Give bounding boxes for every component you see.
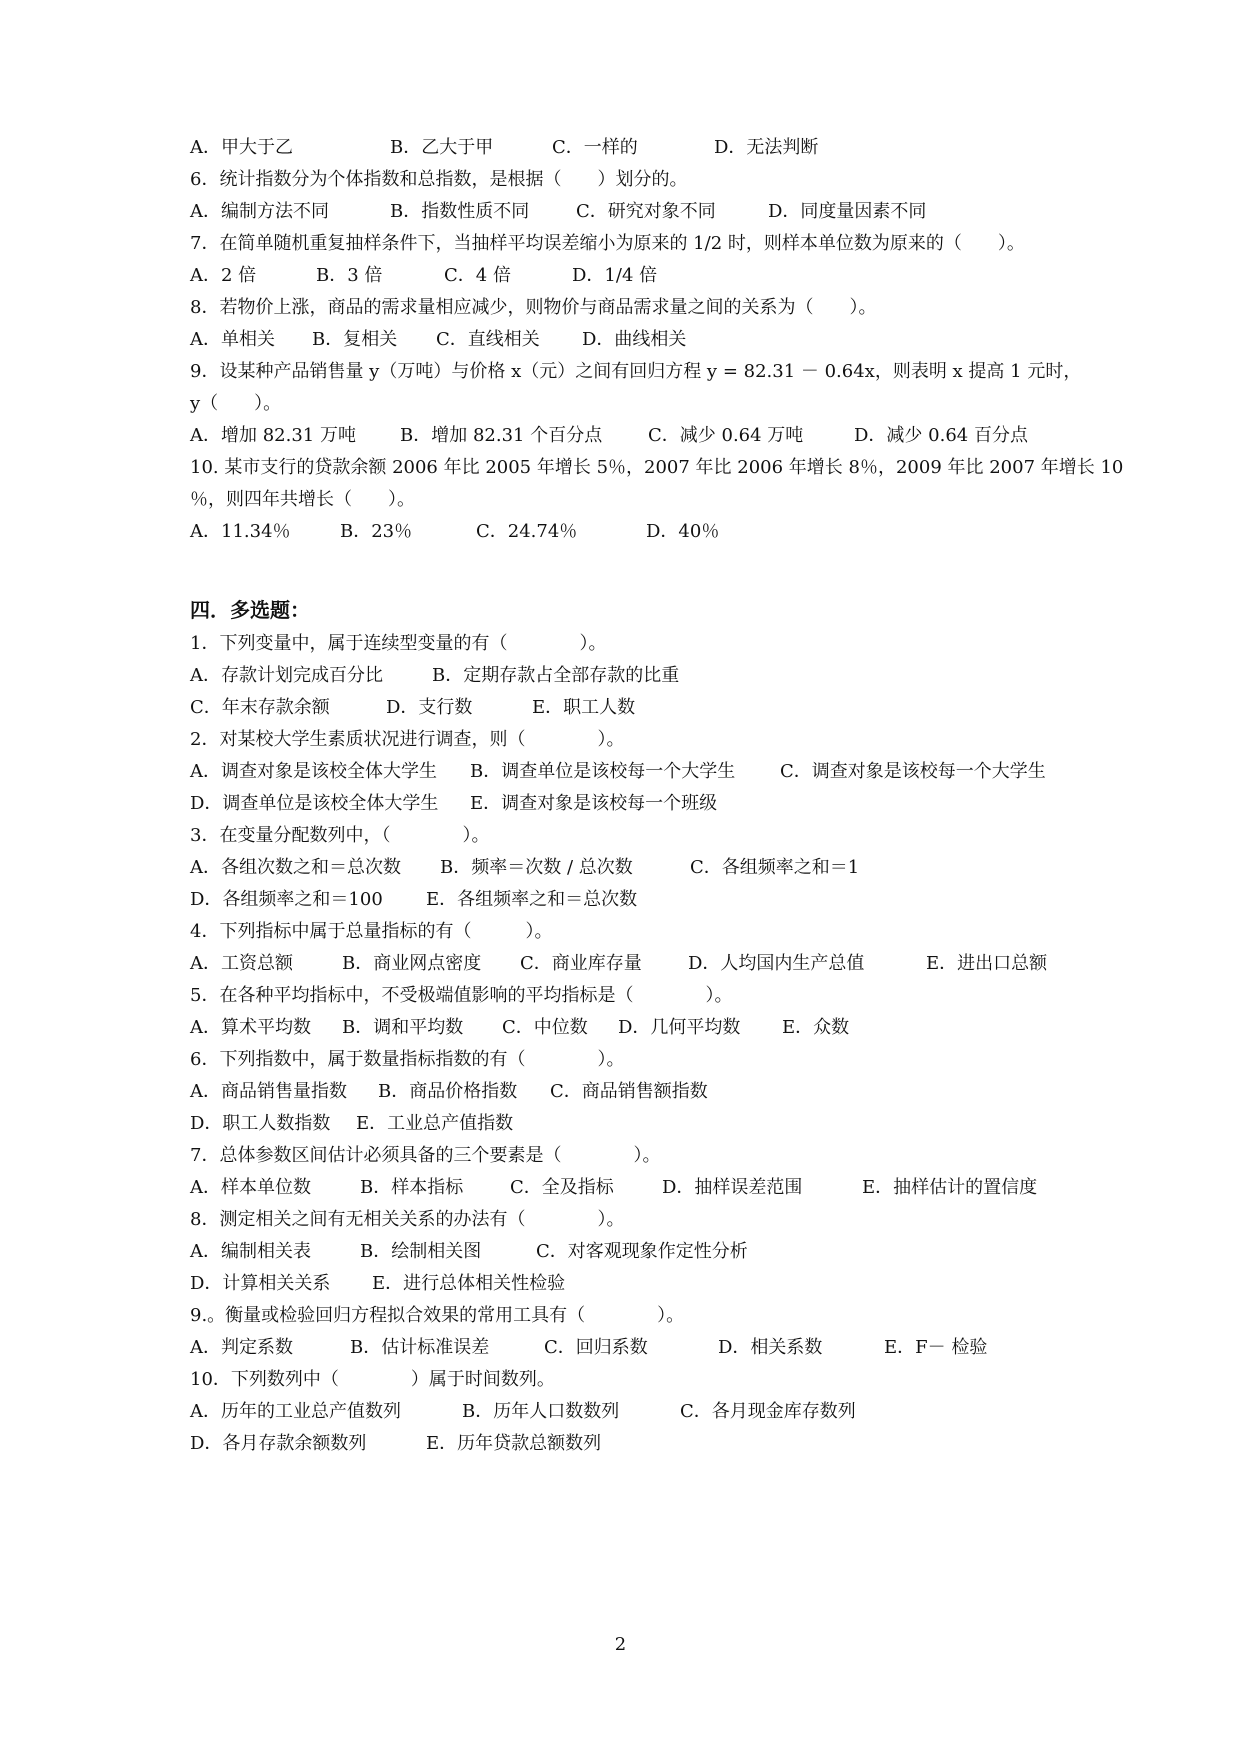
option-a[interactable]: A．样本单位数 xyxy=(190,1177,311,1198)
option-e[interactable]: E．各组频率之和＝总次数 xyxy=(426,889,638,910)
question-text: 5．在各种平均指标中，不受极端值影响的平均指标是（ ）。 xyxy=(190,985,733,1006)
option-c[interactable]: C．商品销售额指数 xyxy=(550,1081,708,1102)
option-d[interactable]: D．几何平均数 xyxy=(618,1017,741,1038)
option-d[interactable]: D．调查单位是该校全体大学生 xyxy=(190,793,439,814)
question-text: 10. 某市支行的贷款余额 2006 年比 2005 年增长 5％，2007 年比 2006 年增长 8％，2009 年比 2007 年增长 10 xyxy=(190,457,1124,478)
option-b[interactable]: B．复相关 xyxy=(312,329,398,350)
question-text: 4．下列指标中属于总量指标的有（ ）。 xyxy=(190,921,553,942)
question-text: 9．设某种产品销售量 y（万吨）与价格 x（元）之间有回归方程 y = 82.31 － 0.64x，则表明 x 提高 1 元时， xyxy=(190,361,1082,382)
option-e[interactable]: E．职工人数 xyxy=(532,697,636,718)
option-a[interactable]: A．编制方法不同 xyxy=(190,201,329,222)
question-text: 6．统计指数分为个体指数和总指数，是根据（ ）划分的。 xyxy=(190,169,688,190)
question-text-continued: y（ ）。 xyxy=(190,393,282,414)
option-c[interactable]: C．调查对象是该校每一个大学生 xyxy=(780,761,1046,782)
option-a[interactable]: A．工资总额 xyxy=(190,953,293,974)
option-c[interactable]: C．一样的 xyxy=(552,137,638,158)
option-a[interactable]: A．商品销售量指数 xyxy=(190,1081,347,1102)
option-c[interactable]: C．各组频率之和＝1 xyxy=(690,857,860,878)
option-b[interactable]: B．历年人口数数列 xyxy=(462,1401,620,1422)
option-c[interactable]: C．全及指标 xyxy=(510,1177,614,1198)
option-d[interactable]: D．计算相关关系 xyxy=(190,1273,331,1294)
option-a[interactable]: A．甲大于乙 xyxy=(190,137,293,158)
option-d[interactable]: D．相关系数 xyxy=(718,1337,823,1358)
option-d[interactable]: D．40％ xyxy=(646,521,720,542)
option-a[interactable]: A．存款计划完成百分比 xyxy=(190,665,383,686)
option-b[interactable]: B．定期存款占全部存款的比重 xyxy=(432,665,680,686)
question-text: 7．在简单随机重复抽样条件下，当抽样平均误差缩小为原来的 1/2 时，则样本单位数为原来的（ ）。 xyxy=(190,233,1025,254)
option-b[interactable]: B．23％ xyxy=(340,521,413,542)
question-text-continued: ％，则四年共增长（ ）。 xyxy=(190,489,415,510)
option-c[interactable]: C．回归系数 xyxy=(544,1337,648,1358)
option-e[interactable]: E．进行总体相关性检验 xyxy=(372,1273,566,1294)
option-c[interactable]: C．直线相关 xyxy=(436,329,540,350)
option-b[interactable]: B．频率＝次数 / 总次数 xyxy=(440,857,633,878)
option-d[interactable]: D．无法判断 xyxy=(714,137,819,158)
option-b[interactable]: B．调和平均数 xyxy=(342,1017,464,1038)
option-e[interactable]: E．调查对象是该校每一个班级 xyxy=(470,793,718,814)
option-d[interactable]: D．各月存款余额数列 xyxy=(190,1433,367,1454)
option-a[interactable]: A．11.34％ xyxy=(190,521,291,542)
section-heading: 四．多选题： xyxy=(190,598,310,622)
option-b[interactable]: B．绘制相关图 xyxy=(360,1241,482,1262)
option-d[interactable]: D．人均国内生产总值 xyxy=(688,953,865,974)
option-a[interactable]: A．算术平均数 xyxy=(190,1017,311,1038)
option-b[interactable]: B．调查单位是该校每一个大学生 xyxy=(470,761,736,782)
option-d[interactable]: D．各组频率之和＝100 xyxy=(190,889,383,910)
option-e[interactable]: E．众数 xyxy=(782,1017,850,1038)
question-text: 1．下列变量中，属于连续型变量的有（ ）。 xyxy=(190,633,607,654)
option-a[interactable]: A．增加 82.31 万吨 xyxy=(190,425,356,446)
option-b[interactable]: B．样本指标 xyxy=(360,1177,464,1198)
question-text: 7．总体参数区间估计必须具备的三个要素是（ ）。 xyxy=(190,1145,661,1166)
option-c[interactable]: C．对客观现象作定性分析 xyxy=(536,1241,748,1262)
option-d[interactable]: D．职工人数指数 xyxy=(190,1113,331,1134)
option-b[interactable]: B．乙大于甲 xyxy=(390,137,494,158)
option-e[interactable]: E．抽样估计的置信度 xyxy=(862,1177,1038,1198)
option-d[interactable]: D．减少 0.64 百分点 xyxy=(854,425,1028,446)
option-d[interactable]: D．曲线相关 xyxy=(582,329,687,350)
option-c[interactable]: C．中位数 xyxy=(502,1017,588,1038)
question-text: 6．下列指数中，属于数量指标指数的有（ ）。 xyxy=(190,1049,625,1070)
option-e[interactable]: E．F－ 检验 xyxy=(884,1337,988,1358)
page-number: 2 xyxy=(614,1634,627,1655)
option-b[interactable]: B．增加 82.31 个百分点 xyxy=(400,425,603,446)
option-d[interactable]: D．支行数 xyxy=(386,697,473,718)
option-d[interactable]: D．同度量因素不同 xyxy=(768,201,927,222)
option-a[interactable]: A．历年的工业总产值数列 xyxy=(190,1401,401,1422)
option-b[interactable]: B．3 倍 xyxy=(316,265,383,286)
option-b[interactable]: B．商品价格指数 xyxy=(378,1081,518,1102)
option-a[interactable]: A．编制相关表 xyxy=(190,1241,311,1262)
question-text: 3．在变量分配数列中，（ ）。 xyxy=(190,825,490,846)
question-text: 2．对某校大学生素质状况进行调查，则（ ）。 xyxy=(190,729,625,750)
question-text: 8．测定相关之间有无相关关系的办法有（ ）。 xyxy=(190,1209,625,1230)
option-a[interactable]: A．判定系数 xyxy=(190,1337,293,1358)
option-d[interactable]: D．1/4 倍 xyxy=(572,265,658,286)
option-c[interactable]: C．24.74％ xyxy=(476,521,578,542)
option-c[interactable]: C．4 倍 xyxy=(444,265,511,286)
question-text: 9.。衡量或检验回归方程拟合效果的常用工具有（ ）。 xyxy=(190,1305,685,1326)
option-c[interactable]: C．年末存款余额 xyxy=(190,697,330,718)
option-e[interactable]: E．工业总产值指数 xyxy=(356,1113,514,1134)
option-c[interactable]: C．减少 0.64 万吨 xyxy=(648,425,804,446)
option-e[interactable]: E．进出口总额 xyxy=(926,953,1048,974)
option-c[interactable]: C．各月现金库存数列 xyxy=(680,1401,856,1422)
option-e[interactable]: E．历年贷款总额数列 xyxy=(426,1433,602,1454)
question-text: 10．下列数列中（ ）属于时间数列。 xyxy=(190,1369,555,1390)
option-a[interactable]: A．2 倍 xyxy=(190,265,257,286)
option-a[interactable]: A．单相关 xyxy=(190,329,275,350)
option-a[interactable]: A．各组次数之和＝总次数 xyxy=(190,857,401,878)
question-text: 8．若物价上涨，商品的需求量相应减少，则物价与商品需求量之间的关系为（ ）。 xyxy=(190,297,877,318)
option-c[interactable]: C．商业库存量 xyxy=(520,953,642,974)
option-b[interactable]: B．商业网点密度 xyxy=(342,953,482,974)
option-a[interactable]: A．调查对象是该校全体大学生 xyxy=(190,761,437,782)
option-c[interactable]: C．研究对象不同 xyxy=(576,201,716,222)
option-b[interactable]: B．指数性质不同 xyxy=(390,201,530,222)
option-b[interactable]: B．估计标准误差 xyxy=(350,1337,490,1358)
option-d[interactable]: D．抽样误差范围 xyxy=(662,1177,803,1198)
